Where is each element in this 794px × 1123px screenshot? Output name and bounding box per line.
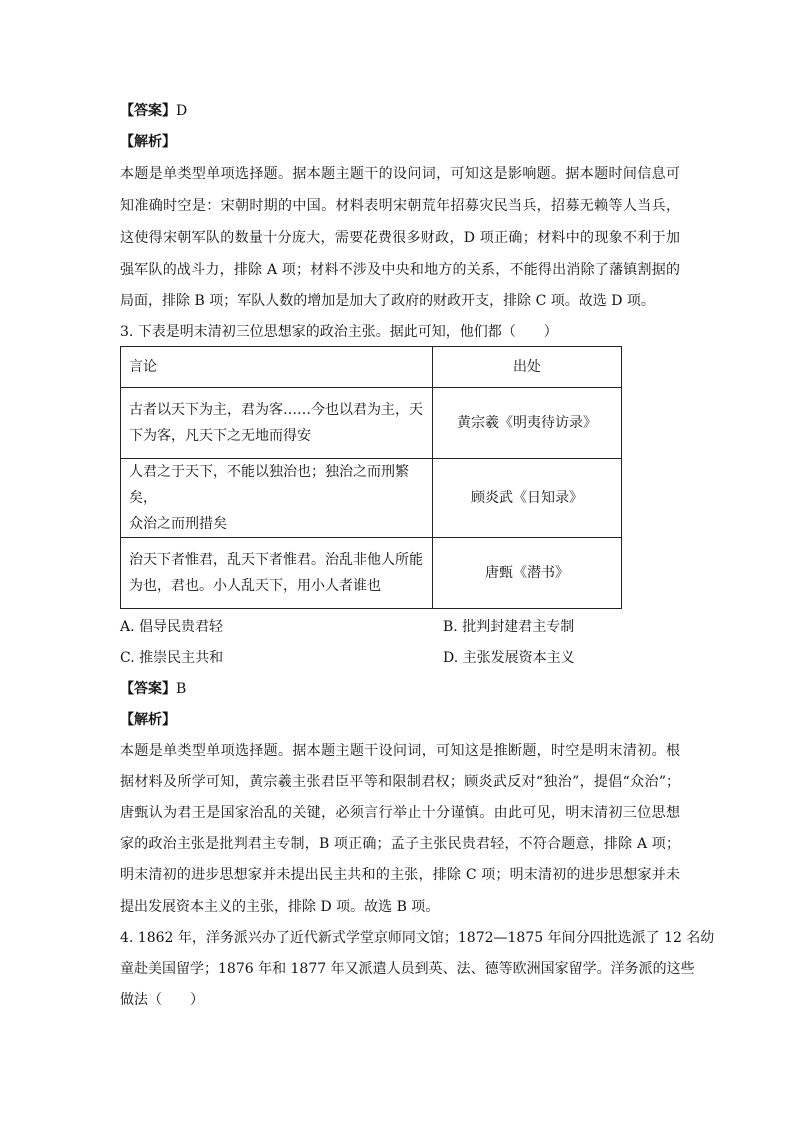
- q4-stem-line-2: 童赴美国留学；1876 年和 1877 年又派遣人员到英、法、德等欧洲国家留学。洋务派的这些: [120, 961, 695, 977]
- table-cell-source: 唐甄《潜书》: [433, 538, 622, 609]
- table-row: [121, 538, 622, 609]
- table-row: [121, 459, 622, 538]
- q2-analysis-line-1: 本题是单类型单项选择题。据本题主题干的设问词，可知这是影响题。据本题时间信息可: [120, 166, 680, 182]
- q3-option-c: C. 推崇民主共和: [120, 650, 224, 666]
- q3-analysis-line-3: 唐甄认为君王是国家治乱的关键，必须言行举止十分谨慎。由此可见，明末清初三位思想: [120, 805, 680, 821]
- quote-line: 下为客，凡天下之无地而得安: [129, 428, 311, 444]
- q3-option-d: D. 主张发展资本主义: [443, 650, 575, 666]
- q3-analysis-line-1: 本题是单类型单项选择题。据本题主题干设问词，可知这是推断题，时空是明末清初。根: [120, 743, 680, 759]
- q4-stem-line-1: 4. 1862 年，洋务派兴办了近代新式学堂京师同文馆；1872—1875 年间分四批选派了 12 名幼: [120, 930, 715, 946]
- q3-analysis-label: 【解析】: [120, 712, 176, 728]
- q3-analysis-line-5: 明末清初的进步思想家并未提出民主共和的主张，排除 C 项；明末清初的进步思想家并未: [120, 867, 680, 883]
- quote-line: 古者以天下为主，君为客……今也以君为主，天: [129, 402, 423, 418]
- table-cell-quote: [121, 388, 433, 459]
- q3-answer: [120, 679, 680, 699]
- table-header-source: 出处: [433, 347, 622, 388]
- q3-option-b: B. 批判封建君主专制: [443, 619, 575, 635]
- q4-stem-line-3: 做法（ ）: [120, 992, 204, 1008]
- q2-analysis-line-5: 局面，排除 B 项；军队人数的增加是加大了政府的财政开支，排除 C 项。故选 D 项。: [120, 293, 655, 309]
- q2-answer-value: D: [176, 103, 188, 119]
- quote-line: 治天下者惟君，乱天下者惟君。治乱非他人所能: [129, 552, 423, 568]
- q3-analysis-line-2: 据材料及所学可知，黄宗羲主张君臣平等和限制君权；顾炎武反对“独治”，提倡“众治”；: [120, 774, 680, 790]
- q3-answer-label: 【答案】: [120, 681, 176, 697]
- table-header-quote: 言论: [121, 347, 433, 388]
- q2-answer: [120, 101, 680, 121]
- table-cell-quote: [121, 459, 433, 538]
- q3-analysis-line-4: 家的政治主张是批判君主专制，B 项正确；孟子主张民贵君轻，不符合题意，排除 A 项；: [120, 836, 680, 852]
- table-row: [121, 388, 622, 459]
- table-cell-quote: [121, 538, 433, 609]
- table-cell-source: 顾炎武《日知录》: [433, 459, 622, 538]
- q2-analysis-label: 【解析】: [120, 134, 176, 150]
- quote-line: 众治之而刑措矣: [129, 516, 227, 532]
- table-header-row: [121, 347, 622, 388]
- quote-line: 人君之于天下，不能以独治也；独治之而刑繁矣，: [129, 464, 409, 506]
- q3-table: [120, 346, 622, 609]
- q2-answer-label: 【答案】: [120, 103, 176, 119]
- q3-analysis-line-6: 提出发展资本主义的主张，排除 D 项。故选 B 项。: [120, 899, 440, 915]
- q2-analysis-line-2: 知准确时空是：宋朝时期的中国。材料表明宋朝荒年招募灾民当兵，招募无赖等人当兵，: [120, 198, 680, 214]
- quote-line: 为也，君也。小人乱天下，用小人者谁也: [129, 578, 381, 594]
- q3-answer-value: B: [176, 681, 187, 697]
- table-cell-source: 黄宗羲《明夷待访录》: [433, 388, 622, 459]
- q2-analysis-line-3: 这使得宋朝军队的数量十分庞大，需要花费很多财政，D 项正确；材料中的现象不利于加: [120, 230, 680, 246]
- q3-stem: 3. 下表是明末清初三位思想家的政治主张。据此可知，他们都（ ）: [120, 324, 558, 340]
- q3-option-a: A. 倡导民贵君轻: [120, 619, 224, 635]
- q2-analysis-line-4: 强军队的战斗力，排除 A 项；材料不涉及中央和地方的关系，不能得出消除了藩镇割据的: [120, 262, 680, 278]
